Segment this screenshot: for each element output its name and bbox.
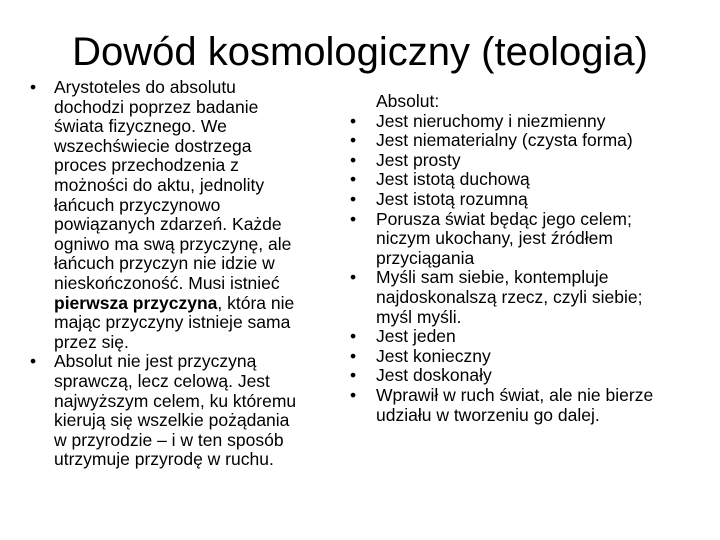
- attributes-list: [350, 112, 710, 426]
- text-line: Myśli sam siebie, kontempluje: [376, 267, 609, 288]
- bullet-icon: •: [350, 267, 357, 288]
- slide-title: Dowód kosmologiczny (teologia): [72, 30, 648, 74]
- text-line: łańcuch przyczyn nie idzie w: [54, 253, 275, 274]
- text-line: Jest konieczny: [376, 345, 491, 366]
- bullet-icon: •: [350, 110, 357, 131]
- attribute-item: [350, 190, 710, 210]
- bullet-icon: •: [350, 188, 357, 209]
- text-line: ogniwo ma swą przyczynę, ale: [54, 233, 292, 254]
- text-line: Arystoteles do absolutu: [54, 77, 236, 97]
- attribute-item: [350, 366, 710, 386]
- bullet-icon: •: [30, 77, 37, 97]
- text-line: Jest jeden: [376, 326, 456, 347]
- text-line: sprawczą, lecz celową. Jest: [54, 370, 270, 391]
- text-line: Porusza świat będąc jego celem;: [376, 208, 632, 229]
- bullet-icon: •: [30, 351, 37, 372]
- bullet-icon: •: [350, 345, 357, 366]
- text-line: Jest niematerialny (czysta forma): [376, 130, 633, 151]
- text-line: najdoskonalszą rzecz, czyli siebie;: [376, 286, 643, 307]
- text-line: mając przyczyny istnieje sama: [54, 312, 291, 333]
- attribute-item: [350, 151, 710, 171]
- left-bullet-aristotle: [30, 78, 340, 352]
- absolute-heading: Absolut:: [376, 91, 440, 111]
- text-line-with-bold: [54, 294, 340, 314]
- text-line: dochodzi poprzez badanie: [54, 96, 259, 117]
- text-line: powiązanych zdarzeń. Każde: [54, 214, 282, 235]
- bullet-icon: •: [350, 169, 357, 190]
- text-line: w przyrodzie – i w ten sposób: [54, 429, 284, 450]
- text-line: Jest istotą rozumną: [376, 188, 528, 209]
- bold-phrase: pierwsza przyczyna: [54, 292, 218, 313]
- left-bullet-absolute: [30, 352, 340, 470]
- attribute-item: [350, 327, 710, 347]
- bullet-icon: •: [350, 149, 357, 170]
- attribute-item: [350, 170, 710, 190]
- text-line: Jest prosty: [376, 149, 461, 170]
- bullet-icon: •: [350, 326, 357, 347]
- text-line: Jest istotą duchową: [376, 169, 530, 190]
- text-fragment: , która nie: [217, 292, 295, 313]
- text-line: najwyższym celem, ku któremu: [54, 390, 297, 411]
- text-line: przez się.: [54, 331, 129, 352]
- text-line: nieskończoność. Musi istnieć: [54, 272, 280, 293]
- text-line: Jest nieruchomy i niezmienny: [376, 110, 606, 131]
- text-line: możności do aktu, jednolity: [54, 174, 265, 195]
- bullet-icon: •: [350, 384, 357, 405]
- text-line: utrzymuje przyrodę w ruchu.: [54, 449, 274, 470]
- text-line: proces przechodzenia z: [54, 155, 239, 176]
- text-line: Jest doskonały: [376, 365, 492, 386]
- text-line: myśl myśli.: [376, 306, 462, 327]
- text-line: łańcuch przyczynowo: [54, 194, 221, 215]
- left-column: [30, 78, 340, 470]
- text-line: Absolut nie jest przyczyną: [54, 351, 257, 372]
- attribute-item: [350, 210, 710, 269]
- attribute-item: [350, 386, 710, 425]
- text-line: przyciągania: [376, 247, 475, 268]
- attribute-item: [350, 347, 710, 367]
- text-line: udziału w tworzeniu go dalej.: [376, 404, 600, 425]
- bullet-icon: •: [350, 365, 357, 386]
- text-line: świata fizycznego. We: [54, 116, 227, 137]
- text-line: Wprawił w ruch świat, ale nie bierze: [376, 384, 654, 405]
- bullet-icon: •: [350, 130, 357, 151]
- right-column: [350, 92, 710, 425]
- attribute-item: [350, 131, 710, 151]
- attribute-item: [350, 268, 710, 327]
- bullet-icon: •: [350, 208, 357, 229]
- text-line: wszechświecie dostrzega: [54, 135, 252, 156]
- text-line: kierują się wszelkie pożądania: [54, 410, 290, 431]
- attribute-item: [350, 112, 710, 132]
- text-line: niczym ukochany, jest źródłem: [376, 228, 613, 249]
